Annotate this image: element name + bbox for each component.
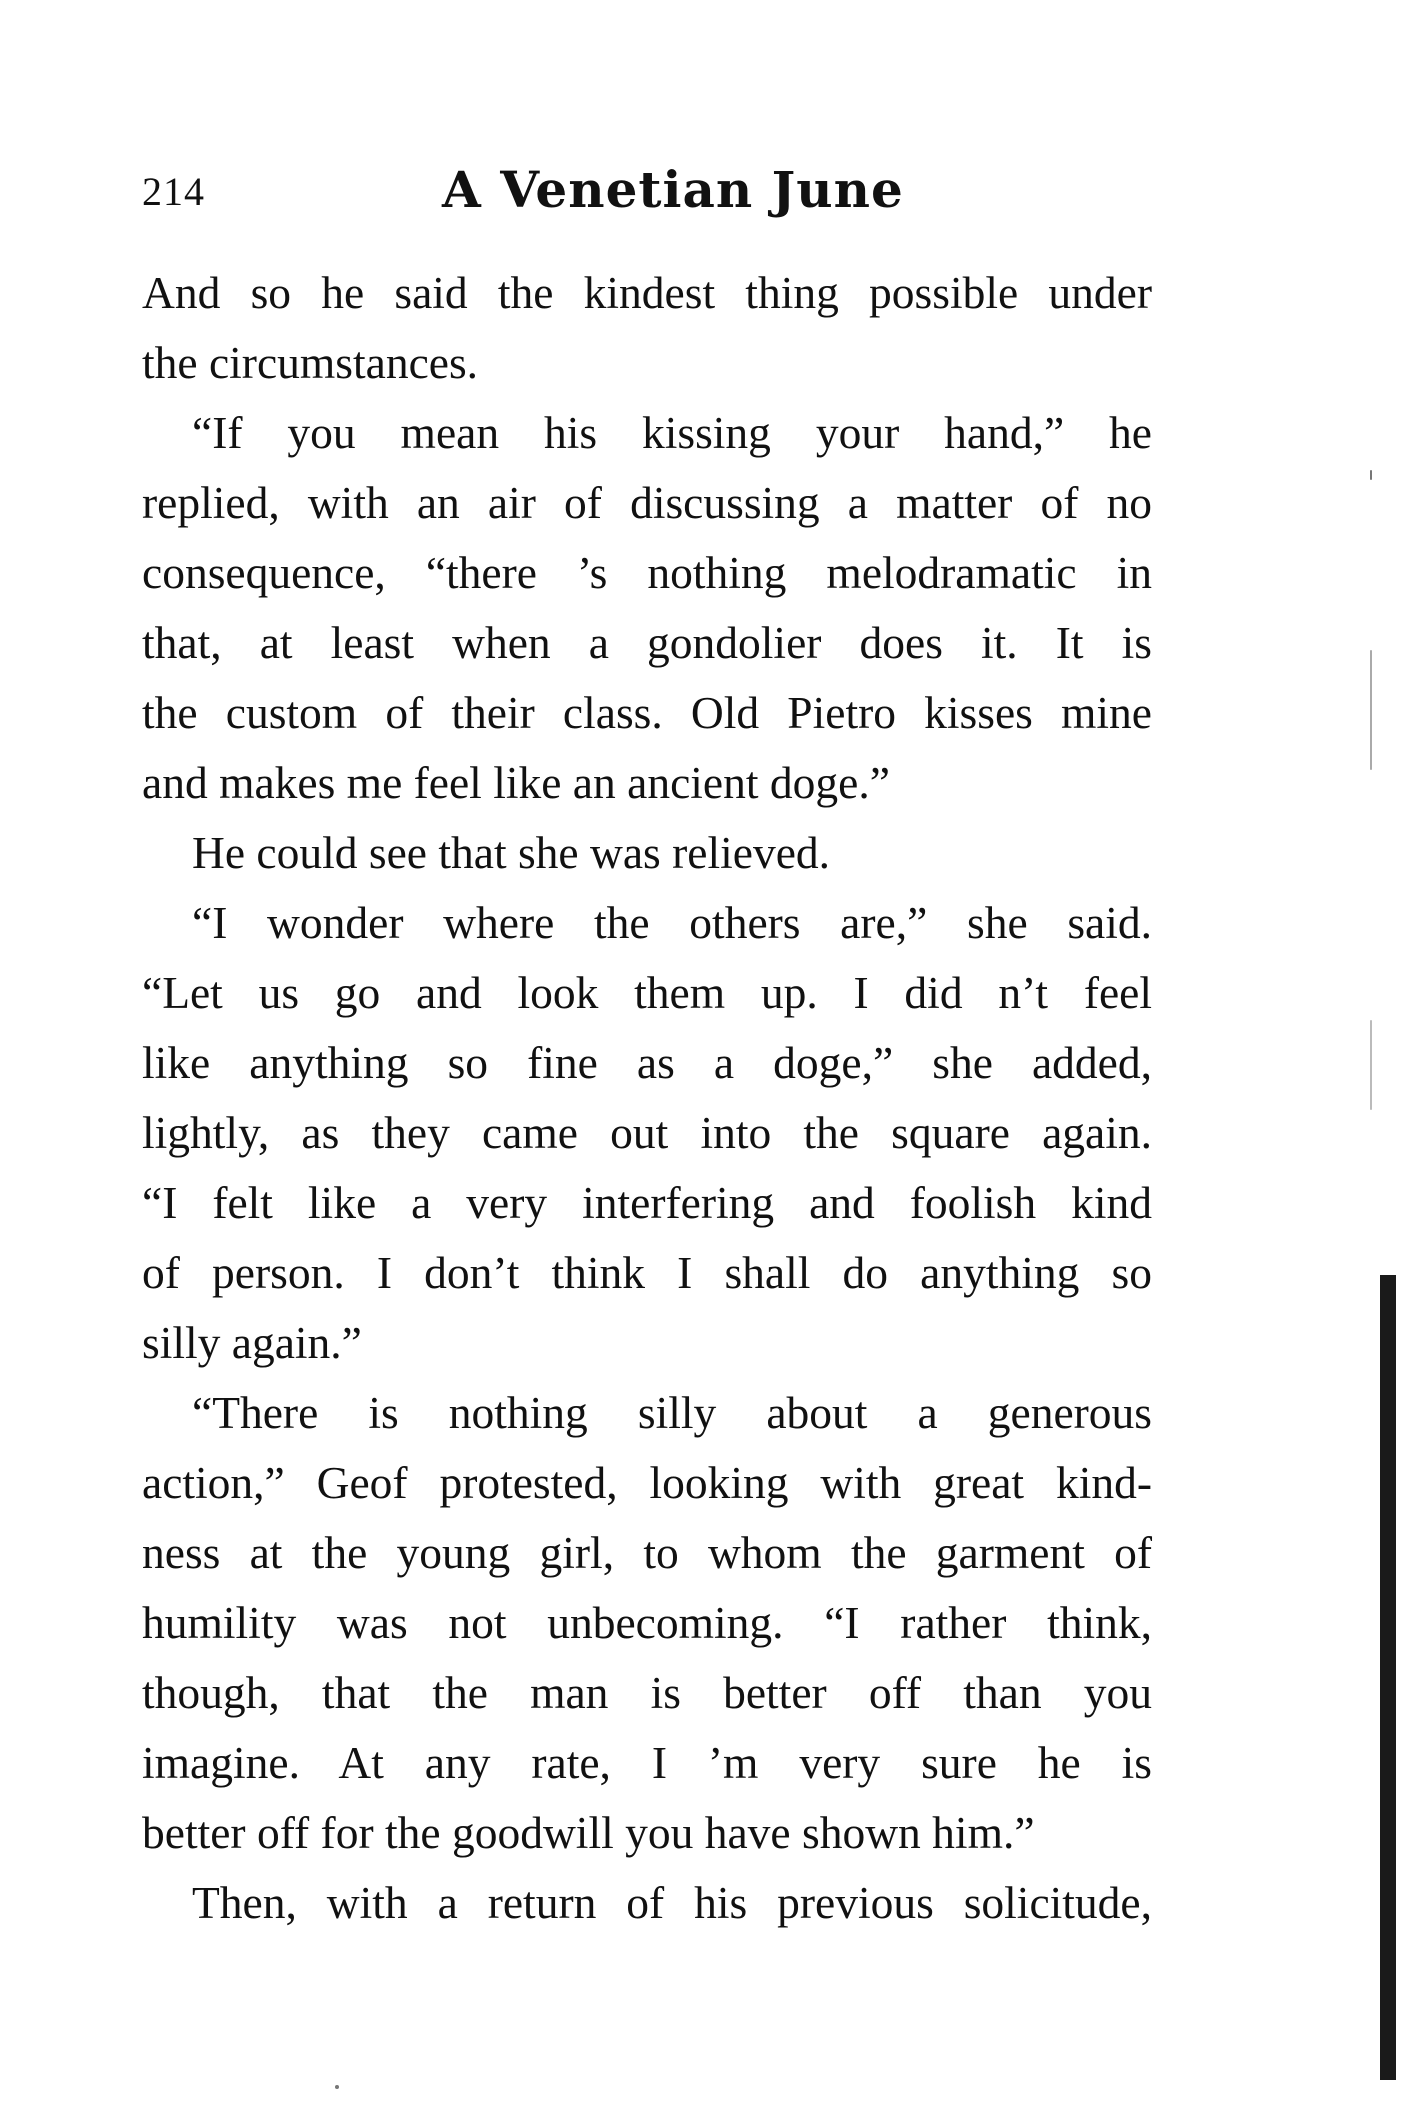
paragraph-end bbox=[142, 748, 1152, 818]
scan-edge-shadow bbox=[1380, 1275, 1396, 2080]
paper-speck bbox=[1370, 650, 1372, 770]
paragraph-line bbox=[142, 1518, 1152, 1588]
paragraph-line bbox=[142, 1448, 1152, 1518]
paper-speck bbox=[1370, 470, 1372, 480]
paragraph-line bbox=[142, 1098, 1152, 1168]
text-line: “I wonder where the others are,” she said. bbox=[192, 897, 1152, 948]
text-line: He could see that she was relieved. bbox=[192, 827, 831, 878]
text-line: And so he said the kindest thing possible under bbox=[142, 267, 1152, 318]
text-line: humility was not unbecoming. “I rather think, bbox=[142, 1597, 1152, 1648]
text-line: and makes me feel like an ancient doge.” bbox=[142, 757, 890, 808]
paragraph-line bbox=[142, 1588, 1152, 1658]
text-line: replied, with an air of discussing a matter of no bbox=[142, 477, 1152, 528]
paragraph-end bbox=[142, 1308, 1152, 1378]
text-line: that, at least when a gondolier does it. It is bbox=[142, 617, 1152, 668]
paragraph bbox=[142, 398, 1152, 468]
text-line: lightly, as they came out into the square again. bbox=[142, 1107, 1152, 1158]
paragraph bbox=[142, 1378, 1152, 1448]
text-line: “Let us go and look them up. I did n’t feel bbox=[142, 967, 1152, 1018]
text-line: Then, with a return of his previous solicitude, bbox=[192, 1877, 1152, 1928]
text-line: silly again.” bbox=[142, 1317, 362, 1368]
paragraph bbox=[142, 258, 1152, 328]
page-number: 214 bbox=[142, 169, 205, 214]
text-line: “If you mean his kissing your hand,” he bbox=[192, 407, 1152, 458]
paragraph-line bbox=[142, 1728, 1152, 1798]
paragraph-line bbox=[142, 1238, 1152, 1308]
page-header bbox=[142, 160, 1152, 230]
paragraph-end bbox=[142, 1798, 1152, 1868]
paragraph-line bbox=[142, 538, 1152, 608]
paper-speck bbox=[335, 2085, 339, 2089]
paragraph bbox=[142, 818, 1152, 888]
body-text bbox=[142, 258, 1152, 1938]
text-line: of person. I don’t think I shall do anything so bbox=[142, 1247, 1152, 1298]
text-line: “There is nothing silly about a generous bbox=[192, 1387, 1152, 1438]
paragraph-line bbox=[142, 678, 1152, 748]
text-line: the custom of their class. Old Pietro kisses mine bbox=[142, 687, 1152, 738]
running-title: A Venetian June bbox=[442, 160, 904, 219]
paragraph-line bbox=[142, 608, 1152, 678]
paragraph-line bbox=[142, 1028, 1152, 1098]
paragraph-line bbox=[142, 958, 1152, 1028]
text-line: consequence, “there ’s nothing melodramatic in bbox=[142, 547, 1152, 598]
paper-speck bbox=[1370, 1020, 1372, 1110]
paragraph bbox=[142, 888, 1152, 958]
text-line: action,” Geof protested, looking with great kind- bbox=[142, 1457, 1152, 1508]
paragraph-end bbox=[142, 328, 1152, 398]
text-line: like anything so fine as a doge,” she added, bbox=[142, 1037, 1152, 1088]
text-line: the circumstances. bbox=[142, 337, 479, 388]
paragraph-line bbox=[142, 1658, 1152, 1728]
text-line: imagine. At any rate, I ’m very sure he is bbox=[142, 1737, 1152, 1788]
paragraph-line bbox=[142, 468, 1152, 538]
text-line: though, that the man is better off than you bbox=[142, 1667, 1152, 1718]
paragraph bbox=[142, 1868, 1152, 1938]
paragraph-line bbox=[142, 1168, 1152, 1238]
text-line: ness at the young girl, to whom the garment of bbox=[142, 1527, 1152, 1578]
text-line: “I felt like a very interfering and foolish kind bbox=[142, 1177, 1152, 1228]
text-line: better off for the goodwill you have shown him.” bbox=[142, 1807, 1035, 1858]
